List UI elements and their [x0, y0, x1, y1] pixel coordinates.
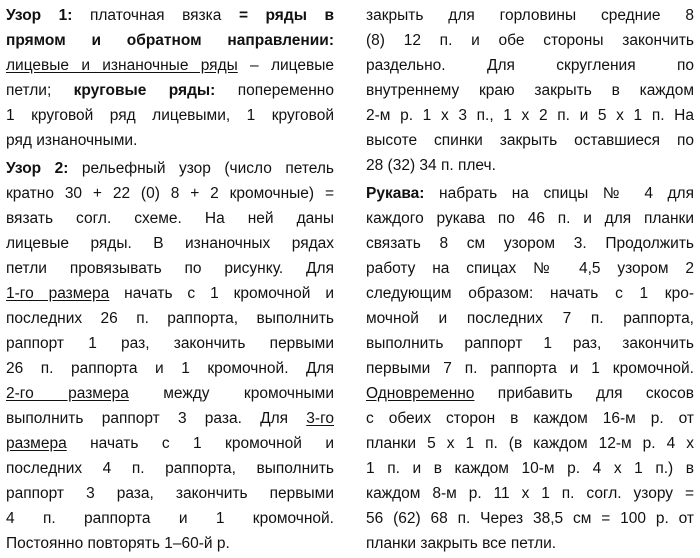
- text-line: Одновременно прибавить для скосов: [366, 385, 694, 402]
- text-line: последних 26 п. раппорта, выполнить: [6, 310, 334, 327]
- text-line: следующим образом: начать с 1 кро-: [366, 285, 694, 302]
- text-line: Постоянно повторять 1–60-й р.: [6, 535, 230, 552]
- text-line: 4 п. раппорта и 1 кромочной.: [6, 510, 334, 527]
- text-line: лицевые ряды. В изнаночных рядах: [6, 235, 334, 252]
- text-line: 1 круговой ряд лицевыми, 1 круговой: [6, 107, 334, 124]
- text-line: вязать согл. схеме. На ней даны: [6, 210, 334, 227]
- text-line: лицевые и изнаночные ряды – лицевые: [6, 57, 334, 74]
- text-line: петли; круговые ряды: попеременно: [6, 82, 334, 99]
- text-line: внутреннему краю закрыть в каждом: [366, 82, 694, 99]
- text-line: последних 4 п. раппорта, выполнить: [6, 460, 334, 477]
- text-line: Узор 2: рельефный узор (число петель: [6, 160, 334, 177]
- text-line: 1-го размера начать с 1 кромочной и: [6, 285, 334, 302]
- text-line: Узор 1: платочная вязка = ряды в: [6, 7, 334, 24]
- text-line: выполнить раппорт 3 раза. Для 3-го: [6, 410, 334, 427]
- text-line: 1 п. и в каждом 10-м р. 4 х 1 п.) в: [366, 460, 694, 477]
- text-line: раздельно. Для скругления по: [366, 57, 694, 74]
- text-line: петли провязывать по рисунку. Для: [6, 260, 334, 277]
- text-line: прямом и обратном направлении:: [6, 32, 334, 49]
- text-line: раппорт 1 раз, закончить первыми: [6, 335, 334, 352]
- text-line: мочной и последних 7 п. раппорта,: [366, 310, 694, 327]
- text-line: высоте спинки закрыть оставшиеся по: [366, 132, 694, 149]
- text-line: каждого рукава по 46 п. и для планки: [366, 210, 694, 227]
- text-line: связать 8 см узором 3. Продолжить: [366, 235, 694, 252]
- pattern-1-heading: Узор 1:: [6, 7, 73, 24]
- text-line: 26 п. раппорта и 1 кромочной. Для: [6, 360, 334, 377]
- text-line: ряд изнаночными.: [6, 132, 138, 149]
- pattern-2-heading: Узор 2:: [6, 160, 69, 177]
- text-line: 2-м р. 1 х 3 п., 1 х 2 п. и 5 х 1 п. На: [366, 107, 694, 124]
- text-line: 28 (32) 34 п. плеч.: [366, 157, 496, 174]
- text-line: Рукава: набрать на спицы № 4 для: [366, 185, 694, 202]
- text-line: размера начать с 1 кромочной и: [6, 435, 334, 452]
- text-line: 56 (62) 68 п. Через 38,5 см = 100 р. от: [366, 510, 694, 527]
- text-line: первыми 7 п. раппорта и 1 кромочной.: [366, 360, 694, 377]
- text-line: планки закрыть все петли.: [366, 535, 557, 552]
- text-line: (8) 12 п. и обе стороны закончить: [366, 32, 694, 49]
- text-line: раппорт 3 раза, закончить первыми: [6, 485, 334, 502]
- text-line: закрыть для горловины средние 8: [366, 7, 694, 24]
- text-line: планки 5 х 1 п. (в каждом 12-м р. 4 х: [366, 435, 694, 452]
- text-line: с обеих сторон в каждом 16-м р. от: [366, 410, 694, 427]
- text-line: выполнить раппорт 1 раз, закончить: [366, 335, 694, 352]
- text-line: работу на спицах № 4,5 узором 2: [366, 260, 694, 277]
- sleeves-heading: Рукава:: [366, 185, 425, 202]
- text-line: 2-го размера между кромочными: [6, 385, 334, 402]
- text-line: каждом 8-м р. 11 х 1 п. согл. узору =: [366, 485, 694, 502]
- text-line: кратно 30 + 22 (0) 8 + 2 кромочные) =: [6, 185, 334, 202]
